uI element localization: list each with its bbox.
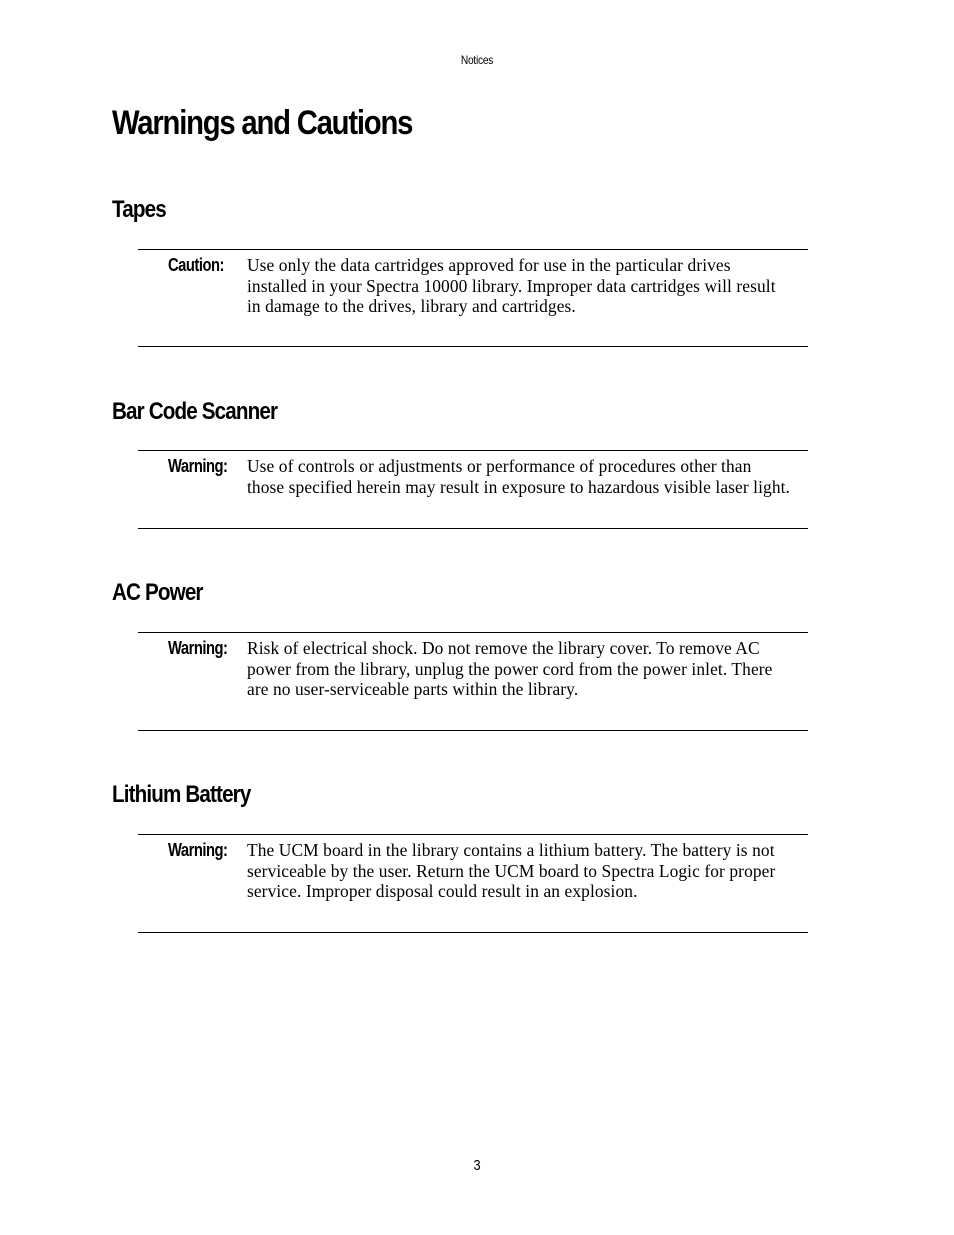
section-heading-lithium-battery: Lithium Battery [112,781,251,808]
page-title: Warnings and Cautions [112,104,413,142]
caution-box-tapes [138,249,808,347]
warning-box-bar-code-scanner [138,450,808,529]
running-header: Notices [460,53,494,67]
warning-label: Warning: [168,840,228,860]
section-heading-bar-code-scanner: Bar Code Scanner [112,398,278,425]
caution-label: Caution: [168,255,224,275]
warning-label: Warning: [168,638,228,658]
warning-box-lithium-battery [138,834,808,933]
section-heading-tapes: Tapes [112,196,166,223]
caution-text: Use only the data cartridges approved for use in the particular drives installed in your Spectra 10000 library. Improper data cartridges will result in damage to the drives, library and cartridges. [247,255,776,316]
warning-label: Warning: [168,456,228,476]
warning-text: Use of controls or adjustments or performance of procedures other than those specified herein may result in exposure to hazardous visible laser light. [247,456,790,497]
warning-text: The UCM board in the library contains a lithium battery. The battery is not serviceable by the user. Return the UCM board to Spectra Logic for proper service. Improper disposal could result in an explosion. [247,840,776,901]
warning-text: Risk of electrical shock. Do not remove the library cover. To remove AC power from the library, unplug the power cord from the power inlet. There are no user-serviceable parts within the library. [247,638,773,699]
warning-box-ac-power [138,632,808,731]
section-heading-ac-power: AC Power [112,579,203,606]
page-number: 3 [473,1157,481,1174]
